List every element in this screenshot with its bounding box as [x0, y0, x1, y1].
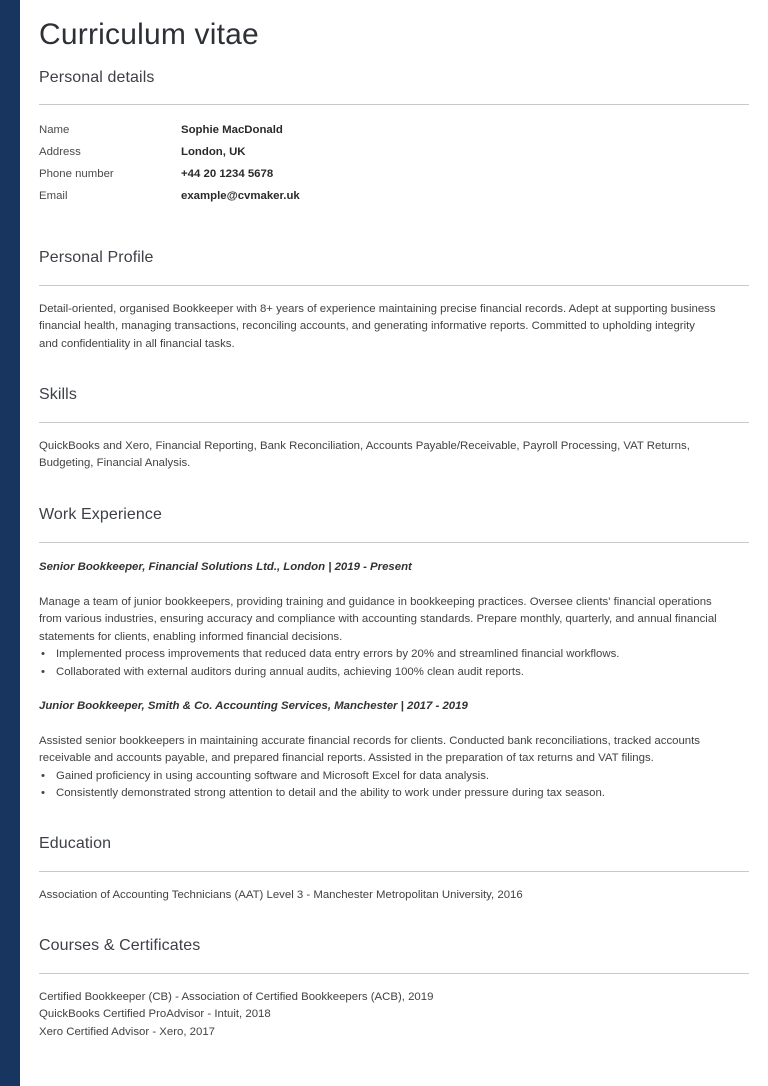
section-skills [39, 384, 749, 406]
section-heading-personal-details: Personal details [39, 69, 155, 86]
details-value: +44 20 1234 5678 [181, 168, 274, 180]
bullet-icon: • [41, 787, 45, 800]
job-description [39, 733, 749, 803]
job-entry [39, 698, 749, 715]
left-accent-bar [0, 0, 20, 1086]
section-heading-courses: Courses & Certificates [39, 937, 201, 954]
profile-line: Detail-oriented, organised Bookkeeper with 8+ years of experience maintaining precise financial records. Adept at supporting business [39, 303, 716, 315]
courses-list [39, 989, 749, 1041]
section-divider [39, 104, 749, 105]
section-divider [39, 285, 749, 286]
section-personal-details [39, 67, 749, 89]
details-row-email [39, 185, 749, 207]
job-entry [39, 559, 749, 576]
details-label: Phone number [39, 168, 114, 180]
course-item: Xero Certified Advisor - Xero, 2017 [39, 1025, 216, 1038]
details-row-address [39, 141, 749, 163]
job-achievements-list [39, 646, 749, 681]
skills-line: QuickBooks and Xero, Financial Reporting, Bank Reconciliation, Accounts Payable/Receivable, Payroll Processing, VAT Returns, [39, 440, 690, 452]
bullet-icon: • [41, 648, 45, 661]
details-label: Email [39, 190, 68, 202]
bullet-icon: • [41, 769, 45, 782]
job-title: Junior Bookkeeper, Smith & Co. Accounting Services, Manchester | 2017 - 2019 [39, 700, 468, 712]
list-item [39, 664, 749, 681]
job-description-line: statements for clients, enabling informed financial decisions. [39, 630, 343, 643]
job-achievements-list [39, 768, 749, 803]
section-personal-profile [39, 247, 749, 269]
section-heading-skills: Skills [39, 386, 77, 403]
details-label: Name [39, 124, 70, 136]
section-divider [39, 422, 749, 423]
details-row-phone [39, 163, 749, 185]
section-heading-work: Work Experience [39, 506, 163, 523]
profile-line: and confidentiality in all financial tasks. [39, 337, 235, 350]
page-title: Curriculum vitae [39, 18, 259, 51]
profile-text [39, 301, 749, 353]
details-value: example@cvmaker.uk [181, 190, 300, 202]
list-item-text: Collaborated with external auditors during annual audits, achieving 100% clean audit reports. [56, 665, 524, 678]
job-description-line: Assisted senior bookkeepers in maintaining accurate financial records for clients. Conducted bank reconciliations, tracked accounts [39, 735, 701, 747]
skills-text [39, 438, 749, 473]
list-item [39, 785, 749, 802]
details-row-name [39, 119, 749, 141]
section-education [39, 833, 749, 855]
section-courses [39, 935, 749, 957]
education-list [39, 887, 749, 904]
bullet-icon: • [41, 665, 45, 678]
job-description-line: Manage a team of junior bookkeepers, providing training and guidance in bookkeeping practices. Oversee clients' financial operations [39, 596, 712, 608]
section-divider [39, 542, 749, 543]
list-item [39, 646, 749, 663]
section-work-experience [39, 504, 749, 526]
list-item [39, 768, 749, 785]
job-description-line: receivable and accounts payable, and prepared financial reports. Assisted in the preparation of tax returns and VAT filings. [39, 752, 654, 765]
course-item: QuickBooks Certified ProAdvisor - Intuit, 2018 [39, 1008, 271, 1021]
job-title: Senior Bookkeeper, Financial Solutions Ltd., London | 2019 - Present [39, 561, 412, 573]
section-heading-profile: Personal Profile [39, 249, 154, 266]
details-label: Address [39, 146, 81, 158]
course-item: Certified Bookkeeper (CB) - Association of Certified Bookkeepers (ACB), 2019 [39, 991, 434, 1003]
job-description-line: from various industries, ensuring accuracy and compliance with accounting standards. Prepare monthly, quarterly, and annual financial [39, 613, 717, 626]
section-divider [39, 973, 749, 974]
list-item-text: Gained proficiency in using accounting software and Microsoft Excel for data analysis. [56, 769, 490, 782]
profile-line: financial health, managing transactions, reconciling accounts, and generating informative reports. Committed to upholding integrity [39, 320, 695, 333]
education-item: Association of Accounting Technicians (AAT) Level 3 - Manchester Metropolitan University, 2016 [39, 889, 523, 901]
section-divider [39, 871, 749, 872]
details-value: London, UK [181, 146, 246, 158]
details-value: Sophie MacDonald [181, 124, 283, 136]
skills-line: Budgeting, Financial Analysis. [39, 457, 191, 470]
list-item-text: Consistently demonstrated strong attention to detail and the ability to work under pressure during tax season. [56, 787, 605, 800]
section-heading-education: Education [39, 835, 112, 852]
job-description [39, 594, 749, 681]
list-item-text: Implemented process improvements that reduced data entry errors by 20% and streamlined financial workflows. [56, 648, 620, 661]
